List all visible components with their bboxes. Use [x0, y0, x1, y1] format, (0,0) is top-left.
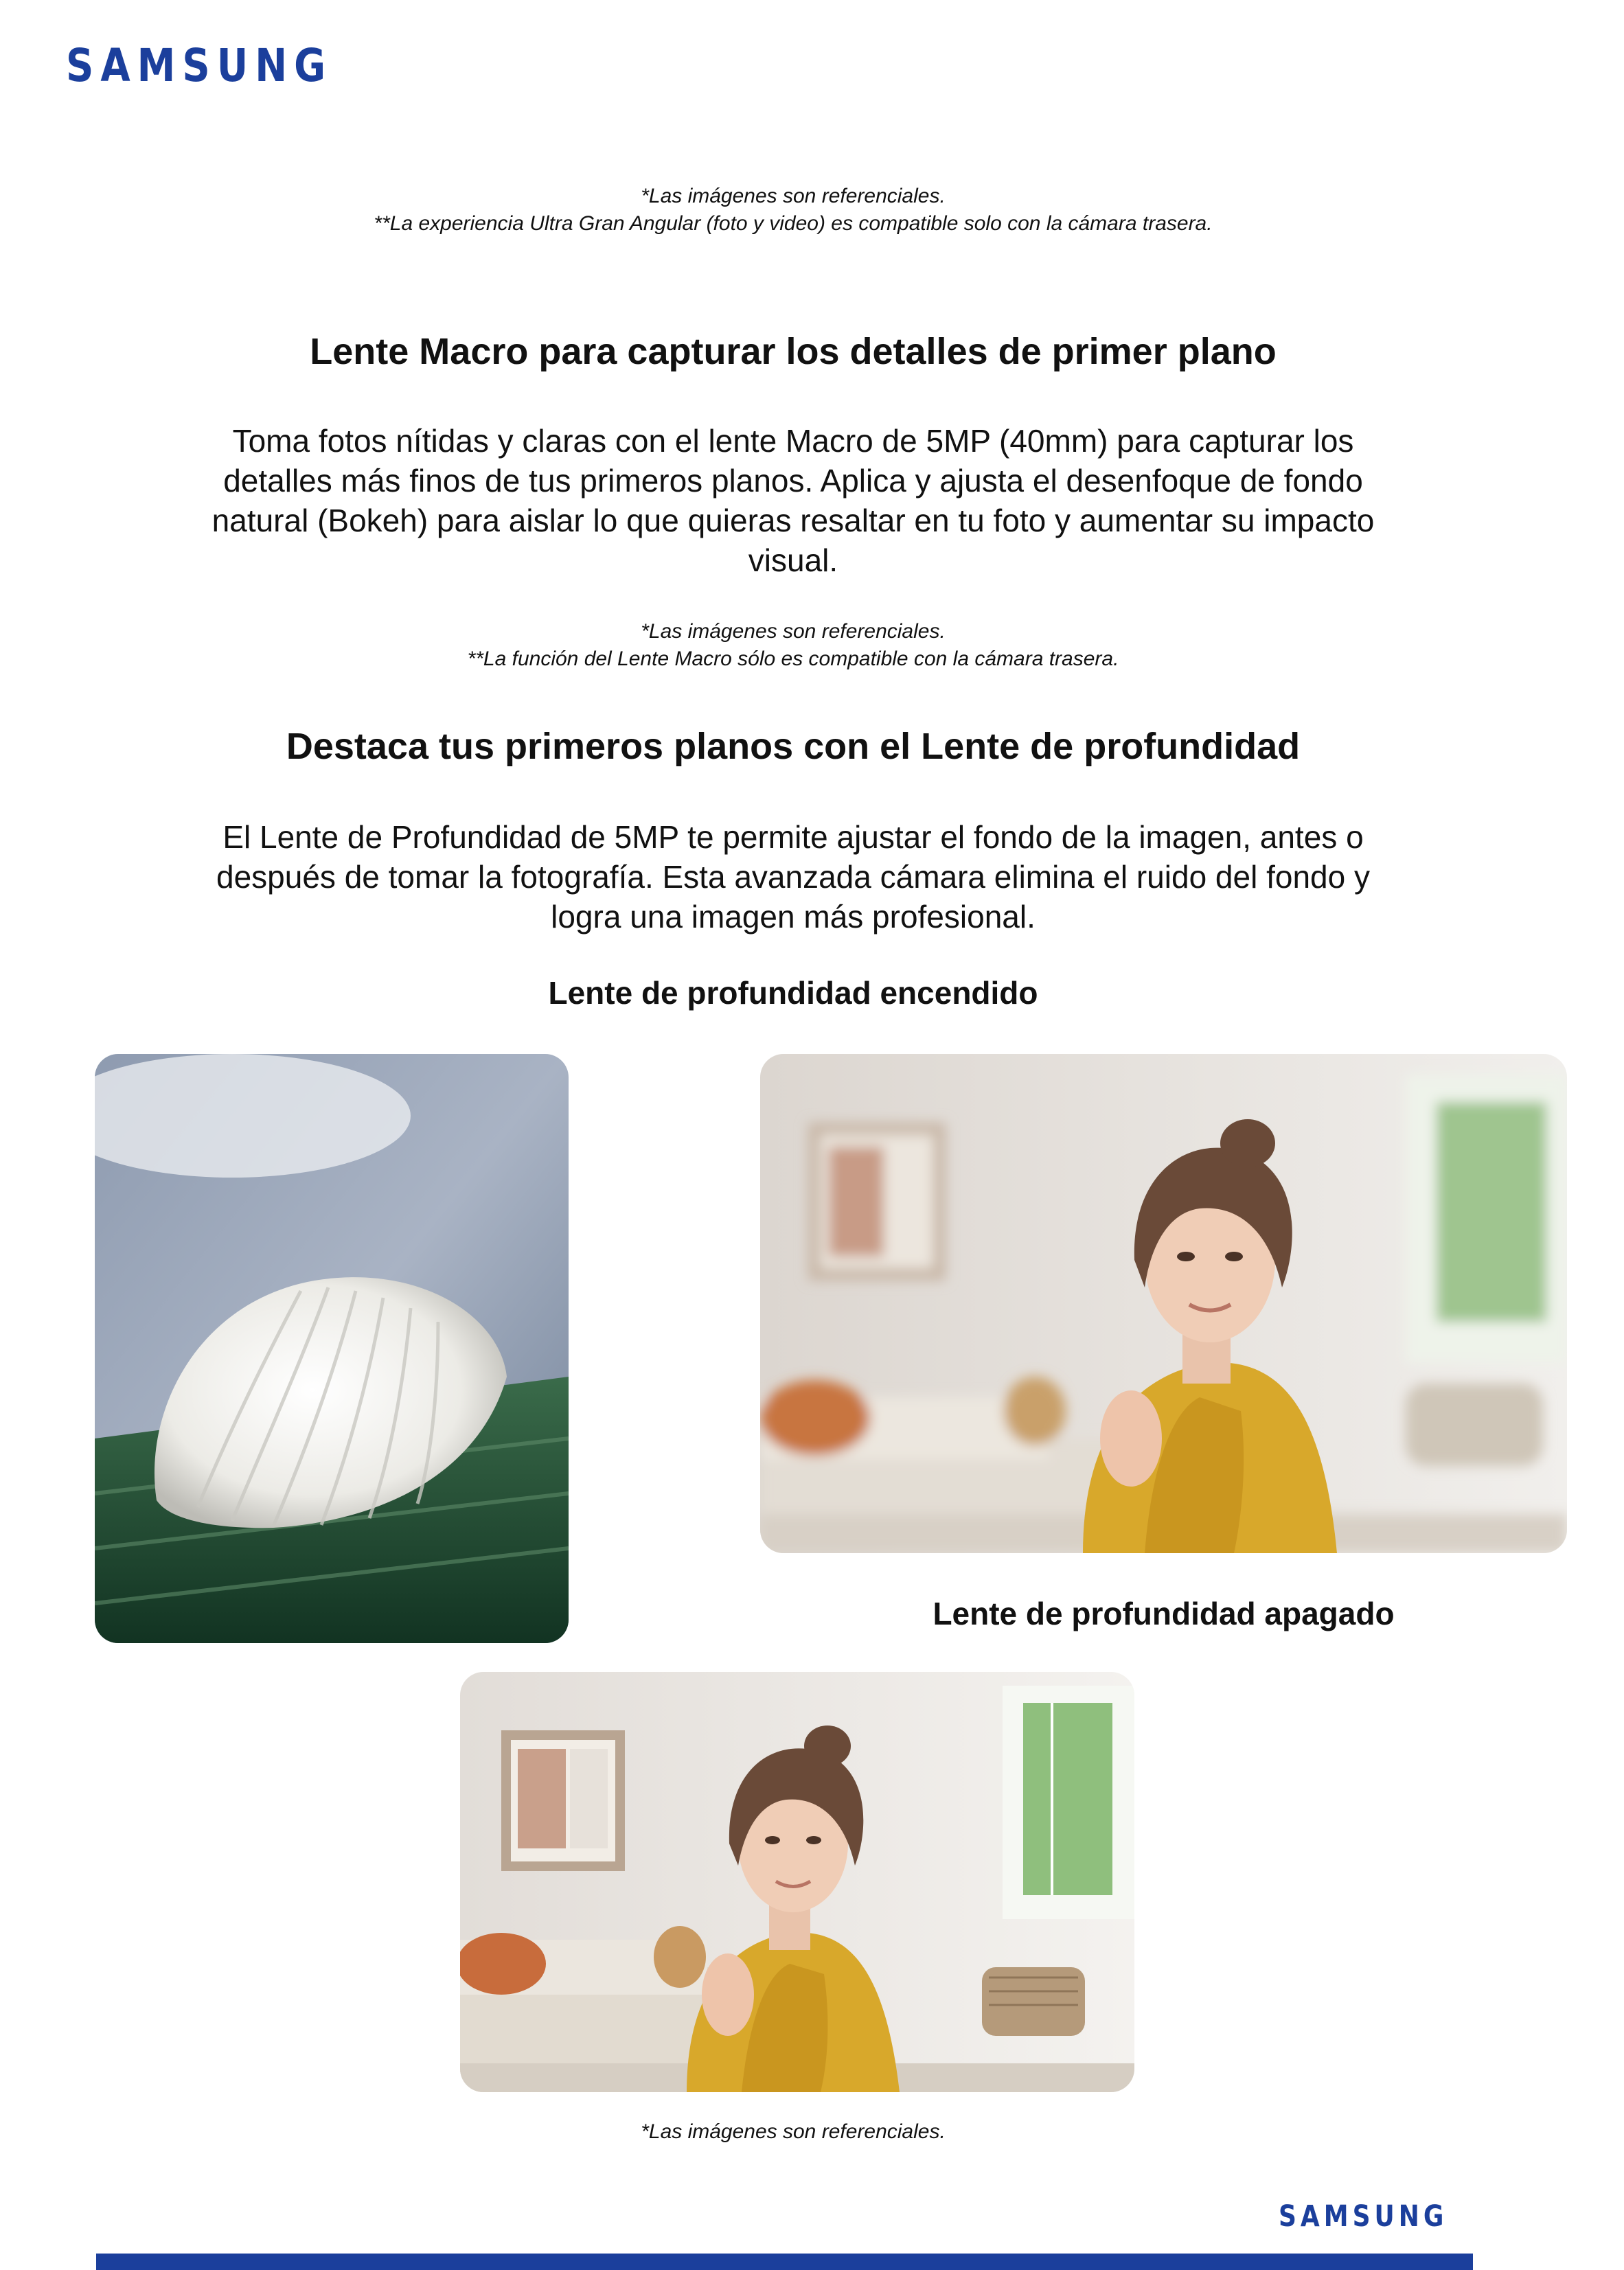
note-ultra-gran-angular: **La experiencia Ultra Gran Angular (foto y video) es compatible solo con la cámara trasera.	[374, 212, 1213, 235]
depth-title: Destaca tus primeros planos con el Lente de profundidad	[286, 726, 1301, 767]
macro-dumpling-photo	[95, 1054, 569, 1643]
note-referenciales-bottom: *Las imágenes son referenciales.	[641, 2120, 946, 2143]
depth-line-2: después de tomar la fotografía. Esta avanzada cámara elimina el ruido del fondo y	[216, 859, 1370, 895]
macro-paragraph	[137, 421, 1449, 580]
macro-line-1: Toma fotos nítidas y claras con el lente Macro de 5MP (40mm) para capturar los	[232, 423, 1354, 459]
macro-line-4: visual.	[748, 542, 838, 578]
depth-off-portrait-photo	[460, 1672, 1134, 2092]
samsung-logo-top: SAMSUNG	[66, 40, 333, 93]
macro-title: Lente Macro para capturar los detalles de primer plano	[310, 331, 1277, 372]
depth-off-label: Lente de profundidad apagado	[933, 1596, 1395, 1631]
note-referenciales-top: *Las imágenes son referenciales.	[641, 185, 946, 207]
note-macro-trasera: **La función del Lente Macro sólo es compatible con la cámara trasera.	[467, 647, 1119, 670]
depth-line-3: logra una imagen más profesional.	[551, 899, 1036, 935]
macro-line-2: detalles más finos de tus primeros planos. Aplica y ajusta el desenfoque de fondo	[223, 463, 1363, 498]
samsung-logo-bottom: SAMSUNG	[1279, 2200, 1448, 2234]
depth-paragraph	[137, 817, 1449, 937]
depth-line-1: El Lente de Profundidad de 5MP te permite ajustar el fondo de la imagen, antes o	[222, 819, 1364, 855]
footer-brand-bar	[96, 2254, 1473, 2270]
depth-on-portrait-photo	[760, 1054, 1567, 1553]
macro-line-3: natural (Bokeh) para aislar lo que quieras resaltar en tu foto y aumentar su impacto	[211, 503, 1375, 538]
depth-on-label: Lente de profundidad encendido	[548, 975, 1038, 1011]
note-referenciales-macro: *Las imágenes son referenciales.	[641, 620, 946, 643]
